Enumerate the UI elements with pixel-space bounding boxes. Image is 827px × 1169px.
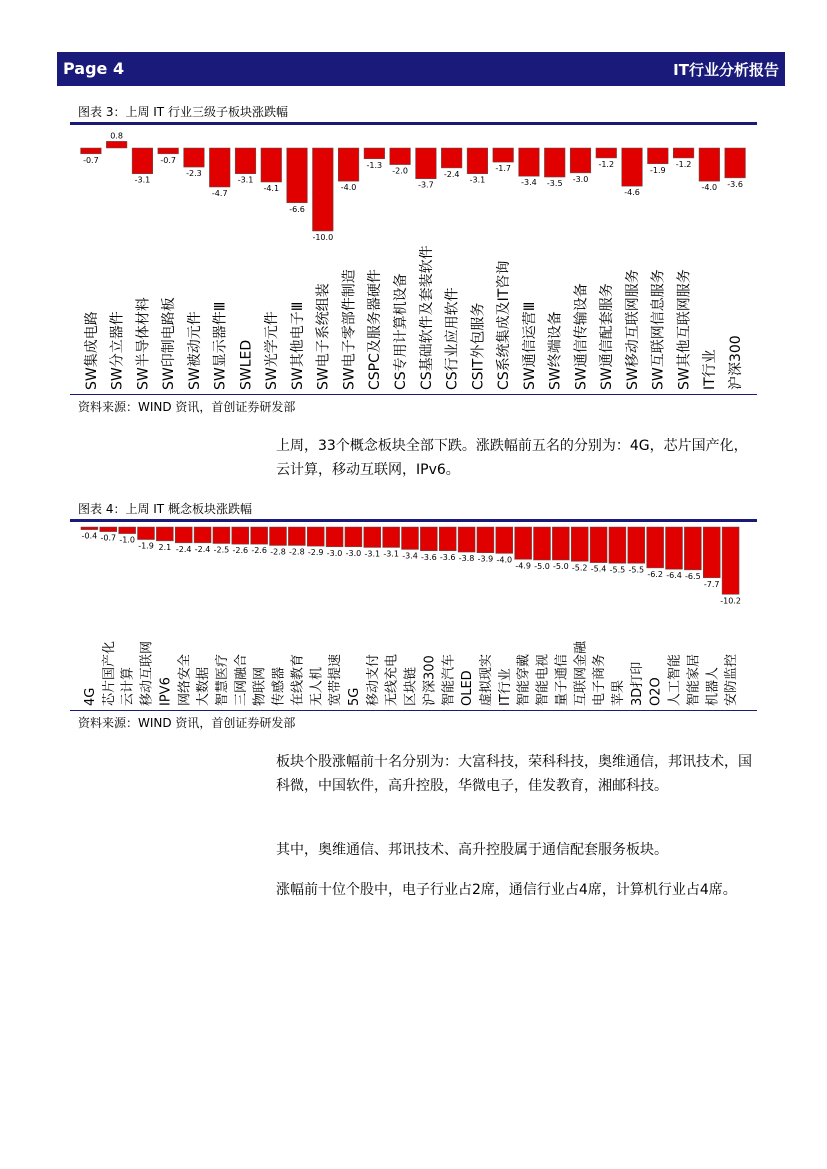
bar (307, 527, 324, 546)
category-label: SW集成电路 (83, 311, 100, 390)
category-label: SW通信配套服务 (599, 283, 616, 390)
category-label: 无线充电 (384, 653, 400, 706)
bar (209, 148, 230, 187)
bar-value-label: -0.7 (160, 155, 176, 165)
bar (552, 527, 569, 560)
paragraph-3 (276, 838, 756, 862)
paragraph-2-text: 板块个股涨幅前十名分别为：大富科技，荣科科技，奥维通信，邦讯技术，国科微，中国软件，高升控股，华微电子，佳发教育，湘邮科技。 (276, 754, 752, 794)
category-label: 网络安全 (177, 653, 193, 706)
fig4-chart (70, 523, 757, 712)
bar-value-label: -3.4 (521, 178, 537, 188)
category-label: SWLED (238, 339, 255, 390)
category-label: 移动互联网 (139, 640, 155, 706)
bar (213, 527, 230, 544)
bar-value-label: -5.4 (590, 564, 607, 574)
category-label: SW被动元件 (186, 311, 203, 390)
bar-value-label: -5.5 (609, 565, 626, 575)
bar-value-label: -3.1 (364, 549, 381, 559)
bar (402, 527, 419, 549)
bar (628, 527, 645, 563)
bar-value-label: -10.2 (720, 596, 741, 606)
bar (313, 148, 334, 231)
bar-value-label: -1.3 (366, 160, 383, 170)
bar-value-label: -6.2 (647, 569, 663, 579)
bar (100, 527, 117, 532)
bar-value-label: -6.6 (289, 204, 305, 214)
bar-value-label: -5.0 (534, 562, 550, 571)
category-label: 在线教育 (290, 653, 306, 706)
category-label: 沪深300 (728, 335, 745, 390)
bar (251, 527, 268, 544)
category-label: 3D打印 (629, 661, 645, 706)
category-label: CSIT外包服务 (470, 302, 487, 390)
category-label: SW印制电路板 (161, 297, 178, 390)
category-label: SW光学元件 (264, 311, 281, 390)
fig3-bottom-rule (70, 394, 757, 395)
paragraph-1 (276, 434, 756, 482)
category-label: CS基础软件及套装软件 (418, 245, 435, 390)
bar-value-label: -0.7 (83, 155, 99, 165)
category-label: 宽带提速 (328, 653, 344, 706)
bar (673, 148, 694, 158)
bar-value-label: -7.7 (703, 579, 720, 589)
bar (609, 527, 626, 563)
category-label: 区块链 (403, 666, 419, 706)
page-header (57, 52, 785, 86)
bar-value-label: -2.4 (194, 544, 211, 554)
bar-value-label: -4.0 (496, 555, 513, 565)
bar (515, 527, 532, 559)
category-label: 智能穿戴 (516, 653, 532, 706)
bar-value-label: -2.5 (213, 545, 230, 555)
bar-value-label: -1.2 (675, 159, 692, 169)
bar (534, 527, 551, 560)
bar (596, 148, 617, 158)
bar-value-label: -4.9 (515, 561, 531, 571)
bar (590, 527, 607, 563)
category-label: SW半导体材料 (135, 297, 152, 390)
bar-value-label: -2.3 (186, 169, 202, 179)
bar (119, 527, 136, 534)
category-label: 互联网金融 (573, 640, 589, 706)
bar (699, 148, 720, 181)
bar-value-label: -1.9 (138, 541, 154, 551)
bar-value-label: -3.1 (134, 175, 151, 185)
category-label: 移动支付 (365, 653, 381, 706)
category-label: CS专用计算机设备 (393, 273, 410, 390)
category-label: 智能电视 (535, 653, 551, 706)
category-label: 三网融合 (233, 653, 249, 706)
bar (156, 527, 173, 541)
bar (725, 148, 746, 178)
category-label: 智能汽车 (441, 653, 457, 706)
bar-value-label: -4.1 (263, 184, 280, 194)
bar-value-label: -3.1 (469, 175, 486, 185)
bar-value-label: -3.0 (572, 174, 589, 184)
bar (477, 527, 494, 553)
bar-value-label: -2.4 (443, 169, 460, 179)
bar-value-label: -4.0 (340, 183, 357, 193)
bar (467, 148, 488, 174)
category-label: OLED (460, 670, 476, 706)
category-label: SW移动互联网服务 (624, 269, 641, 390)
bar-value-label: -2.6 (251, 546, 267, 556)
bar-value-label: -4.7 (211, 189, 228, 199)
bar (544, 148, 565, 177)
paragraph-4 (276, 878, 756, 902)
bar (106, 141, 127, 148)
category-label: IPV6 (158, 677, 174, 706)
bar (132, 148, 153, 174)
category-label: SW通信传输设备 (573, 283, 590, 390)
fig4-chart-svg (70, 523, 757, 708)
paragraph-4-text: 涨幅前十位个股中，电子行业占2席，通信行业占4席，计算机行业占4席。 (276, 882, 737, 898)
bar (288, 527, 305, 545)
bar (194, 527, 211, 543)
bar-value-label: -4.0 (701, 183, 718, 193)
bar-value-label: -3.0 (345, 548, 362, 558)
bar (722, 527, 739, 594)
bar (270, 527, 287, 545)
bar (416, 148, 437, 179)
paragraph-1-text: 上周，33个概念板块全部下跌。涨跌幅前五名的分别为：4G，芯片国产化，云计算，移动互联网，IPv6。 (276, 438, 748, 478)
bar (496, 527, 513, 553)
bar-value-label: -0.4 (81, 531, 98, 541)
bar-value-label: -2.4 (175, 544, 192, 554)
bar (647, 527, 664, 568)
bar (81, 527, 98, 530)
bar (184, 148, 205, 167)
category-label: 安防监控 (724, 653, 740, 706)
bar-value-label: -2.6 (232, 546, 249, 556)
category-label: SW其他互联网服务 (676, 269, 693, 390)
category-label: 苹果 (610, 679, 626, 706)
category-label: SW通信运营Ⅲ (521, 301, 538, 390)
bar (235, 148, 256, 174)
bar-value-label: -5.0 (553, 562, 569, 571)
page-number: Page 4 (63, 59, 125, 78)
fig3-source: 资料来源：WIND 资讯，首创证券研发部 (78, 400, 296, 414)
category-label: 大数据 (196, 666, 212, 706)
category-label: SW显示器件Ⅲ (212, 301, 229, 390)
category-label: IT行业 (702, 349, 719, 390)
report-title: IT行业分析报告 (673, 61, 779, 79)
bar (138, 527, 155, 540)
bar-value-label: -10.0 (312, 233, 334, 242)
category-label: CS系统集成及IT咨询 (496, 260, 513, 390)
bar-value-label: -3.4 (402, 551, 418, 561)
bar-value-label: -4.6 (624, 188, 640, 198)
bar (158, 148, 179, 154)
category-label: SW电子零部件制造 (341, 269, 358, 390)
category-label: SW终端设备 (547, 311, 564, 390)
category-label: 传感器 (271, 666, 287, 706)
bar (648, 148, 669, 164)
fig4-bottom-rule (70, 710, 757, 711)
bar (175, 527, 192, 543)
bar (420, 527, 437, 551)
bar-value-label: -3.5 (546, 179, 563, 189)
category-label: 云计算 (120, 666, 136, 706)
bar (571, 527, 588, 561)
paragraph-2 (276, 750, 756, 798)
bar-value-label: -3.9 (477, 554, 494, 564)
category-label: SW其他电子Ⅲ (289, 301, 306, 390)
fig3-chart (70, 126, 757, 396)
bar-value-label: 2.1 (158, 542, 172, 552)
bar (666, 527, 683, 569)
fig3-chart-svg (70, 126, 757, 392)
category-label: 沪深300 (422, 655, 438, 706)
bar (287, 148, 308, 203)
category-label: 虚拟现实 (478, 653, 494, 706)
category-label: 无人机 (309, 666, 325, 706)
bar (441, 148, 462, 168)
paragraph-3-text: 其中，奥维通信、邦讯技术、高升控股属于通信配套服务板块。 (276, 842, 668, 858)
bar (519, 148, 540, 176)
bar (345, 527, 362, 547)
bar-value-label: -3.7 (418, 180, 434, 190)
bar-value-label: -3.6 (421, 552, 437, 562)
category-label: CS行业应用软件 (444, 287, 461, 390)
bar-value-label: 0.8 (110, 131, 124, 141)
bar-value-label: -0.7 (100, 533, 117, 543)
bar-value-label: -2.9 (307, 548, 324, 558)
bar-value-label: -2.8 (289, 547, 305, 557)
bar-value-label: -1.9 (650, 165, 666, 175)
bar-value-label: -5.2 (571, 563, 588, 573)
category-label: 电子商务 (592, 653, 608, 706)
fig4-source: 资料来源：WIND 资讯，首创证券研发部 (78, 716, 296, 730)
bar (232, 527, 249, 544)
bar-value-label: -3.1 (237, 175, 254, 185)
bar (390, 148, 411, 165)
category-label: 芯片国产化 (101, 640, 117, 706)
category-label: IT行业 (497, 668, 513, 706)
bar-value-label: -3.8 (458, 554, 475, 564)
bar-value-label: -1.7 (495, 164, 511, 174)
category-label: 机器人 (705, 666, 721, 706)
bar-value-label: -6.5 (685, 571, 701, 581)
bar-value-label: -5.5 (628, 565, 645, 575)
category-label: 人工智能 (667, 653, 683, 706)
bar (383, 527, 400, 547)
category-label: 量子通信 (554, 653, 570, 706)
bar-value-label: -2.0 (392, 166, 408, 176)
bar-value-label: -3.0 (326, 548, 343, 558)
category-label: SW电子系统组装 (315, 283, 332, 390)
bar-value-label: -3.1 (383, 549, 399, 559)
category-label: 5G (346, 687, 362, 706)
bar-value-label: -2.8 (270, 547, 286, 557)
fig4-title: 图表 4：上周 IT 概念板块涨跌幅 (78, 502, 252, 516)
bar (81, 148, 102, 154)
bar (493, 148, 514, 162)
fig4-top-rule (70, 519, 757, 522)
bar (622, 148, 643, 186)
bar (703, 527, 720, 578)
bar (364, 527, 381, 547)
bar (364, 148, 385, 159)
category-label: 4G (82, 687, 98, 706)
fig3-top-rule (70, 122, 757, 125)
category-label: 智慧医疗 (214, 653, 230, 706)
bar-value-label: -1.2 (598, 159, 615, 169)
bar-value-label: -6.4 (666, 571, 682, 581)
category-label: SW互联网信息服务 (650, 269, 667, 390)
bar (439, 527, 456, 551)
bar (684, 527, 701, 570)
bar-value-label: -1.0 (119, 535, 135, 545)
category-label: O2O (648, 677, 664, 706)
fig3-title: 图表 3：上周 IT 行业三级子板块涨跌幅 (78, 105, 288, 119)
bar (570, 148, 591, 173)
bar (458, 527, 475, 552)
category-label: 智能家居 (686, 653, 702, 706)
bar (326, 527, 343, 547)
bar-value-label: -3.6 (439, 552, 456, 562)
category-label: SW分立器件 (109, 311, 126, 390)
bar (338, 148, 359, 181)
bar-value-label: -3.6 (727, 179, 743, 189)
category-label: 物联网 (252, 666, 268, 706)
category-label: CSPC及服务器硬件 (367, 269, 384, 390)
bar (261, 148, 282, 182)
